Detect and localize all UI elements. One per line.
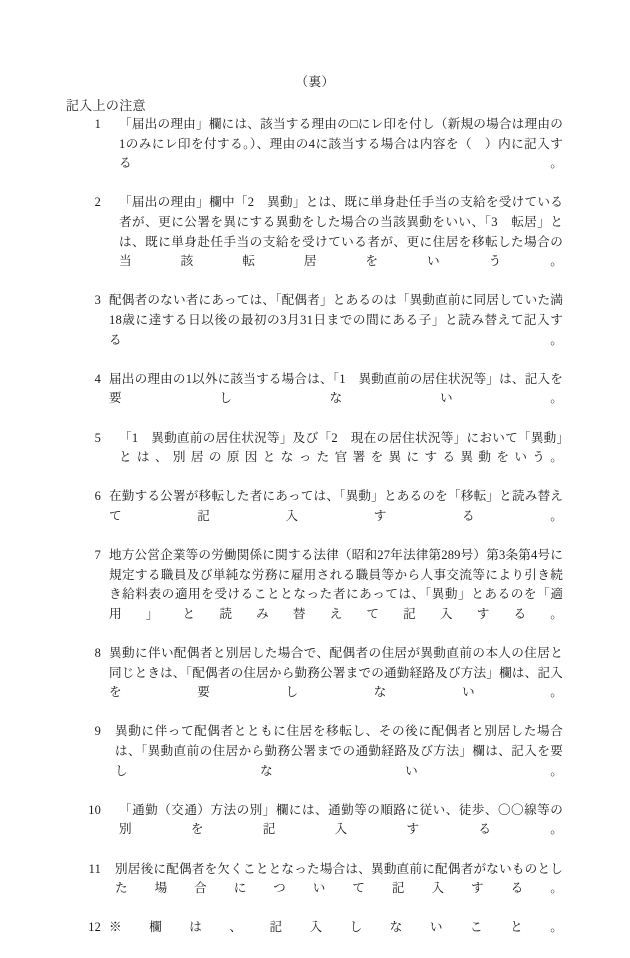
list-item (66, 115, 563, 193)
list-item (66, 644, 563, 722)
list-item-text: 「届出の理由」欄には、該当する理由の□にレ印を付し（新規の場合は理由の1のみにレ印を付する。）、理由の4に該当する場合は内容を（ ）内に記入する。 (119, 117, 563, 171)
list-item-text: 別居後に配偶者を欠くこととなった場合は、異動直前に配偶者がないものとした場合について記入する。 (115, 861, 563, 896)
list-item (66, 370, 563, 429)
notice-item-list (66, 115, 563, 958)
list-item-number: 8 (94, 646, 101, 661)
list-item-number: 5 (94, 430, 101, 445)
list-item-text: 届出の理由の1以外に該当する場合は、「1 異動直前の居住状況等」は、記入を要しない。 (109, 371, 563, 406)
list-item-text: 「届出の理由」欄中「2 異動」とは、既に単身赴任手当の支給を受けている者が、更に公署を異にする異動をした場合の当該異動をいい、「3 転居」とは、既に単身赴任手当の支給を受けている者が、更に住居を移転した場合の当該転居をいう。 (119, 195, 563, 269)
list-item-number: 6 (94, 489, 101, 504)
list-item-number: 10 (88, 802, 101, 817)
list-item (66, 801, 563, 860)
list-item-text: 「通勤（交通）方法の別」欄には、通勤等の順路に従い、徒歩、〇〇線等の別を記入する。 (119, 802, 563, 837)
list-item-number: 7 (94, 548, 101, 563)
list-item (66, 722, 563, 800)
list-item-number: 11 (88, 861, 101, 876)
list-item (66, 487, 563, 546)
list-item-number: 4 (94, 371, 101, 386)
list-item-text: ※欄は、記入しないこと。 (109, 920, 563, 935)
list-item-text: 「1 異動直前の居住状況等」及び「2 現在の居住状況等」において「異動」とは、別居の原因となった官署を異にする異動をいう。 (119, 430, 563, 465)
page-title: 記入上の注意 (66, 98, 146, 113)
list-item (66, 429, 563, 488)
list-item-text: 地方公営企業等の労働関係に関する法律（昭和27年法律第289号）第3条第4号に規定する職員及び単純な労務に雇用される職員等から人事交流等により引き続き給料表の適用を受けることとなった者にあっては、「異動」とあるのを「適用」と読み替えて記入する。 (109, 548, 563, 621)
list-item (66, 860, 563, 919)
list-item (66, 291, 563, 369)
list-item-number: 9 (94, 724, 101, 739)
list-item-text: 異動に伴って配偶者とともに住居を移転し、その後に配偶者と別居した場合は、「異動直前の住居から勤務公署までの通勤経路及び方法」欄は、記入を要しない。 (115, 724, 563, 778)
list-item-text: 異動に伴い配偶者と別居した場合で、配偶者の住居が異動直前の本人の住居と同じときは、「配偶者の住居から勤務公署までの通勤経路及び方法」欄は、記入を要しない。 (109, 646, 563, 700)
list-item-number: 2 (94, 195, 101, 210)
list-item-text: 配偶者のない者にあっては、「配偶者」とあるのは「異動直前に同居していた満18歳に達する日以後の最初の3月31日までの間にある子」と読み替えて記入する。 (109, 293, 563, 347)
list-item (66, 918, 563, 957)
list-item (66, 546, 563, 644)
page-side-marker: （裏） (295, 75, 335, 89)
list-item (66, 193, 563, 291)
list-item-number: 3 (94, 293, 101, 308)
list-item-text: 在勤する公署が移転した者にあっては、「異動」とあるのを「移転」と読み替えて記入する。 (109, 489, 563, 523)
list-item-number: 1 (94, 117, 101, 131)
list-item-number: 12 (88, 920, 101, 935)
